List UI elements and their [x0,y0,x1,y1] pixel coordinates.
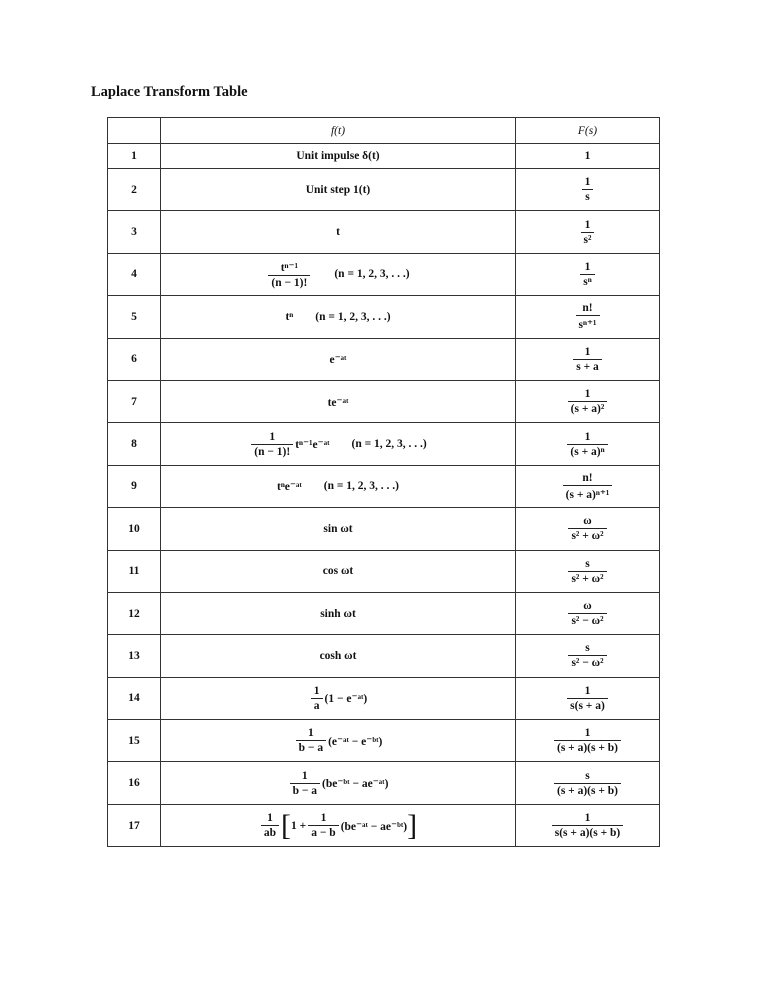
laplace-transform-cell [516,804,660,846]
fraction [568,388,608,415]
row-number: 6 [108,338,161,380]
time-function-cell [161,592,516,634]
time-function-cell [161,550,516,592]
numerator: 1 [320,812,327,825]
denominator: s² − ω² [568,613,606,627]
denominator: s² + ω² [568,571,606,585]
time-function-cell [161,169,516,211]
numerator: n! [582,302,593,315]
time-function-cell [161,762,516,804]
time-function-cell [161,465,516,507]
header-time-function: f(t) [161,118,516,144]
table-row [108,465,660,507]
fraction [554,770,621,797]
fraction [290,770,320,797]
fraction [563,472,613,501]
numerator: 1 [584,176,591,189]
header-laplace-transform: F(s) [516,118,660,144]
fraction [251,431,293,458]
denominator: ab [261,825,279,839]
numerator: 1 [301,769,308,782]
time-function-cell [161,677,516,719]
row-number: 3 [108,211,161,253]
laplace-transform-table [107,117,660,847]
denominator: (s + a)² [568,401,608,415]
expression-text: tⁿ [285,311,294,324]
fraction [568,642,606,669]
table-row [108,380,660,422]
expression-text: cos ωt [322,565,354,578]
fraction [308,812,338,839]
fraction [554,727,621,754]
fraction [582,176,594,203]
numerator: 1 [584,684,591,697]
expression-text: e⁻ᵃᵗ [329,354,347,367]
laplace-transform-cell [516,253,660,295]
numerator: 1 [584,345,591,358]
numerator: 1 [584,388,591,401]
laplace-transform-cell [516,635,660,677]
fraction [268,260,310,289]
row-number: 17 [108,804,161,846]
denominator: (s + a)(s + b) [554,783,621,797]
fraction [568,515,606,542]
time-function-cell [161,423,516,465]
denominator: s + a [573,359,602,373]
fraction [576,302,600,331]
denominator: a [311,698,323,712]
table-row [108,635,660,677]
row-number: 8 [108,423,161,465]
fraction [573,346,602,373]
fraction [567,431,607,458]
expression-text: Unit impulse δ(t) [296,150,380,163]
denominator: sⁿ⁺¹ [576,315,600,331]
expression-text: 1 + [291,819,307,832]
denominator: s [582,189,592,203]
fraction [568,558,606,585]
numerator: 1 [313,684,320,697]
row-number: 4 [108,253,161,295]
expression-text: (n = 1, 2, 3, . . .) [334,268,410,281]
laplace-transform-cell [516,144,660,169]
laplace-transform-cell [516,677,660,719]
laplace-transform-cell [516,762,660,804]
numerator: 1 [584,430,591,443]
numerator: ω [583,515,592,528]
table-row [108,720,660,762]
laplace-transform-cell [516,380,660,422]
fraction [581,219,595,246]
numerator: tⁿ⁻¹ [280,261,299,274]
bracket: [ [281,808,292,842]
laplace-transform-cell [516,592,660,634]
denominator: s(s + a) [567,698,608,712]
denominator: (s + a)(s + b) [554,740,621,754]
denominator: s² − ω² [568,655,606,669]
numerator: 1 [584,812,591,825]
fraction [261,812,279,839]
denominator: b − a [296,740,326,754]
table-row [108,211,660,253]
expression-text: t [336,226,340,239]
row-number: 11 [108,550,161,592]
row-number: 12 [108,592,161,634]
expression-text: sinh ωt [320,607,356,620]
numerator: 1 [584,260,591,273]
time-function-cell [161,211,516,253]
laplace-transform-cell [516,508,660,550]
numerator: s [585,642,590,655]
table-row [108,804,660,846]
numerator: 1 [584,727,591,740]
expression-text: tⁿ⁻¹e⁻ᵃᵗ [295,439,330,452]
row-number: 1 [108,144,161,169]
fraction [552,812,624,839]
table-row [108,677,660,719]
time-function-cell [161,635,516,677]
time-function-cell [161,296,516,338]
table-row [108,508,660,550]
numerator: 1 [307,727,314,740]
laplace-transform-cell [516,465,660,507]
table-row [108,762,660,804]
laplace-transform-cell [516,169,660,211]
row-number: 9 [108,465,161,507]
laplace-transform-cell [516,720,660,762]
numerator: 1 [267,812,273,825]
fraction [568,600,606,627]
table-header-row [108,118,660,144]
time-function-cell [161,720,516,762]
numerator: 1 [269,430,276,443]
table-row [108,423,660,465]
expression-text: (be⁻ᵇᵗ − ae⁻ᵃᵗ) [322,778,389,791]
fraction [567,685,608,712]
fraction [296,727,326,754]
table-row [108,338,660,380]
expression-text: cosh ωt [319,650,357,663]
row-number: 5 [108,296,161,338]
numerator: s [585,769,590,782]
expression-text: sin ωt [323,523,353,535]
expression-text: (be⁻ᵃᵗ − ae⁻ᵇᵗ) [340,820,408,833]
time-function-cell [161,380,516,422]
fraction [311,685,323,712]
expression-text: te⁻ᵃᵗ [327,396,349,409]
time-function-cell [161,338,516,380]
denominator: (n − 1)! [268,275,310,289]
row-number: 7 [108,380,161,422]
fraction [580,261,594,288]
row-number: 13 [108,635,161,677]
row-number: 14 [108,677,161,719]
denominator: b − a [290,783,320,797]
numerator: 1 [584,218,591,231]
denominator: s(s + a)(s + b) [552,825,624,839]
laplace-transform-cell [516,550,660,592]
row-number: 10 [108,508,161,550]
laplace-transform-cell [516,211,660,253]
time-function-cell [161,144,516,169]
expression-text: (e⁻ᵃᵗ − e⁻ᵇᵗ) [328,735,383,748]
expression-text: (n = 1, 2, 3, . . .) [315,311,391,324]
expression-text: (1 − e⁻ᵃᵗ) [324,693,368,706]
denominator: s² + ω² [568,528,606,542]
header-index [108,118,161,144]
expression-text: (n = 1, 2, 3, . . .) [351,438,427,451]
time-function-cell [161,804,516,846]
numerator: n! [582,471,593,484]
table-body [108,144,660,847]
table-row [108,144,660,169]
numerator: s [585,557,590,570]
row-number: 15 [108,720,161,762]
table-row [108,296,660,338]
time-function-cell [161,253,516,295]
row-number: 16 [108,762,161,804]
expression-text: (n = 1, 2, 3, . . .) [323,480,400,493]
denominator: (s + a)ⁿ⁺¹ [563,485,613,501]
row-number: 2 [108,169,161,211]
expression-text: tⁿe⁻ᵃᵗ [276,481,302,494]
laplace-transform-cell [516,423,660,465]
table-row [108,253,660,295]
table-row [108,550,660,592]
laplace-transform-cell [516,338,660,380]
denominator: s² [581,232,595,246]
expression-text: 1 [584,150,591,163]
table-row [108,592,660,634]
denominator: (n − 1)! [251,444,293,458]
denominator: a − b [308,825,338,839]
table-row [108,169,660,211]
expression-text: Unit step 1(t) [305,183,371,196]
page-title: Laplace Transform Table [91,84,248,100]
laplace-transform-cell [516,296,660,338]
numerator: ω [583,600,592,613]
bracket: ] [407,808,418,842]
denominator: (s + a)ⁿ [567,444,607,458]
denominator: sⁿ [580,274,594,288]
time-function-cell [161,508,516,550]
